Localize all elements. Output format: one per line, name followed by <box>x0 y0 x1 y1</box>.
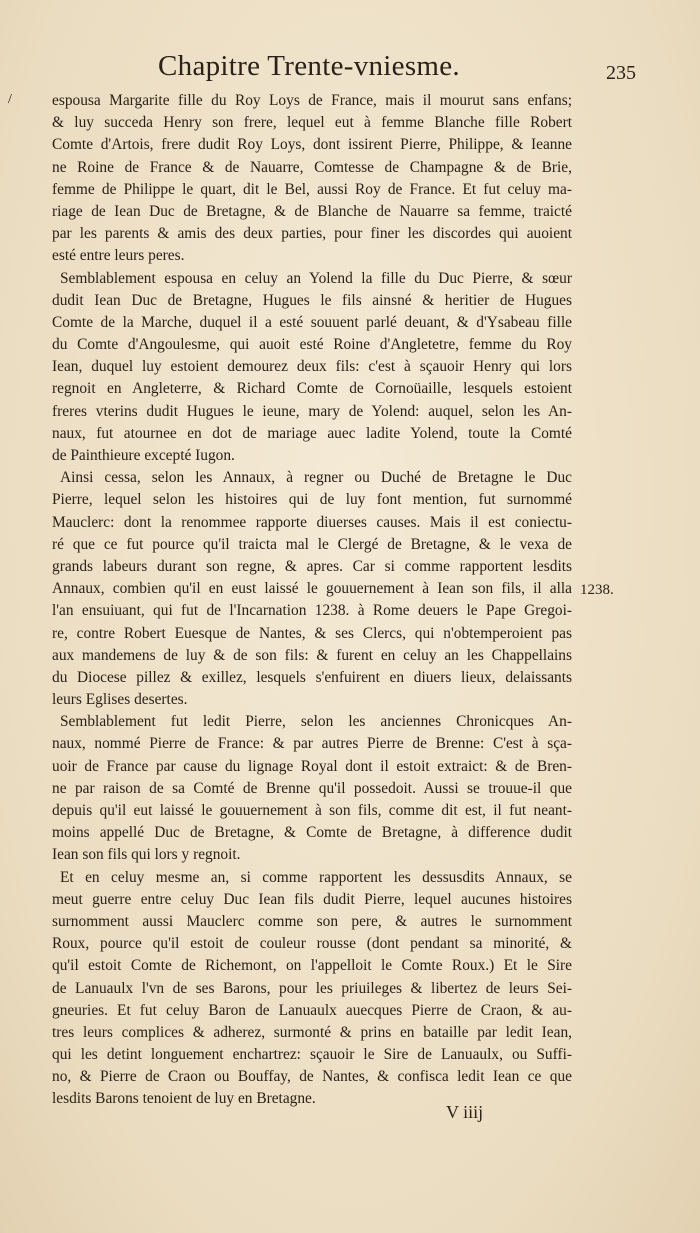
text-line: moins appellé Duc de Bretagne, & Comte de Bretagne, à difference dudit <box>52 824 572 842</box>
text-line: Pierre, lequel selon les histoires qui de luy font mention, fut surnommé <box>52 491 572 509</box>
text-line: riage de Iean Duc de Bretagne, & de Blanche de Nauarre sa femme, traicté <box>52 202 572 220</box>
text-line: uoir de France par cause du lignage Royal dont il estoit extraict: & de Bren- <box>52 757 572 775</box>
text-line: par les parents & amis des deux parties, pour finer les discordes qui auoient <box>52 225 572 243</box>
text-line: naux, fut atournee en dot de mariage auec ladite Yolend, toute la Comté <box>52 424 572 442</box>
text-line: de Painthieure excepté Iugon. <box>52 447 235 464</box>
text-line: meut guerre entre celuy Duc Iean fils dudit Pierre, lequel aucunes histoires <box>52 890 572 908</box>
text-line: Comte de la Marche, duquel il a esté souuent parlé deuant, & d'Ysabeau fille <box>52 313 572 331</box>
text-line: Annaux, combien qu'il en eust laissé le gouuernement à Iean son fils, il alla <box>52 580 572 598</box>
text-line: espousa Margarite fille du Roy Loys de France, mais il mourut sans enfans; <box>52 92 572 109</box>
text-line: grands labeurs durant son regne, & apres. Car si comme rapportent lesdits <box>52 557 572 575</box>
text-line: Roux, pource qu'il estoit de couleur rousse (dont pendant sa minorité, & <box>52 935 572 953</box>
page-number: 235 <box>606 62 636 84</box>
text-line: Iean, duquel luy estoient demourez deux fils: c'est à sçauoir Henry qui lors <box>52 358 572 376</box>
text-line: Mauclerc: dont la renommee rapporte diuerses causes. Mais il est coniectu- <box>52 513 572 531</box>
margin-date-note: 1238. <box>580 582 614 598</box>
text-line: naux, nommé Pierre de France: & par autres Pierre de Brenne: C'est à sça- <box>52 735 572 753</box>
text-line: qu'il estoit Comte de Richemont, on l'appelloit le Comte Roux.) Et le Sire <box>52 957 572 975</box>
text-line: leurs Eglises desertes. <box>52 691 188 709</box>
text-line: & luy succeda Henry son frere, lequel eut à femme Blanche fille Robert <box>52 114 572 132</box>
signature-mark: V iiij <box>446 1102 484 1122</box>
text-line: du Diocese pillez & exillez, lesquels s'enfuirent en diuers lieux, delaissants <box>52 668 572 686</box>
chapter-title: Chapitre Trente-vniesme. <box>158 50 460 82</box>
text-line: tres leurs complices & adherez, surmonté & prins en bataille par ledit Iean, <box>52 1023 572 1041</box>
text-line: gneuries. Et fut celuy Baron de Lanuaulx auecques Pierre de Craon, & au- <box>52 1001 572 1019</box>
text-line: regnoit en Angleterre, & Richard Comte de Cornoüaille, lesquels estoient <box>52 380 572 398</box>
text-line: lesdits Barons tenoient de luy en Bretagne. <box>52 1090 316 1108</box>
text-line: depuis qu'il eut laissé le gouuernement à son fils, comme dit est, il fut neant- <box>52 802 572 819</box>
text-line: aux mandemens de luy & de son fils: & furent en celuy an les Chappellains <box>52 646 572 664</box>
text-line: esté entre leurs peres. <box>52 247 185 265</box>
paragraph-start-line: Et en celuy mesme an, si comme rapportent les dessusdits Annaux, se <box>60 868 572 886</box>
text-line: ne par raison de sa Comté de Brenne qu'il possedoit. Aussi se trouue-il que <box>52 779 572 797</box>
paragraph-start-line: Ainsi cessa, selon les Annaux, à regner ou Duché de Bretagne le Duc <box>60 469 572 487</box>
text-line: ré que ce fut pource qu'il traicta mal le Clergé de Bretagne, & le vexa de <box>52 535 572 553</box>
text-line: no, & Pierre de Craon ou Bouffay, de Nantes, & confisca ledit Iean ce que <box>52 1068 572 1086</box>
text-line: surnomment aussi Mauclerc comme son pere, & autres le surnomment <box>52 912 572 930</box>
text-line: de Lanuaulx l'vn de ses Barons, pour les priuileges & libertez de leurs Sei- <box>52 979 572 997</box>
paragraph-start-line: Semblablement fut ledit Pierre, selon les anciennes Chronicques An- <box>60 713 572 731</box>
text-line: ne Roine de France & de Nauarre, Comtesse de Champagne & de Brie, <box>52 158 572 176</box>
text-line: freres vterins dudit Hugues le ieune, mary de Yolend: auquel, selon les An- <box>52 402 572 420</box>
text-line: femme de Philippe le quart, dit le Bel, aussi Roy de France. Et fut celuy ma- <box>52 180 572 198</box>
text-line: du Comte d'Angoulesme, qui auoit esté Roine d'Angletetre, femme du Roy <box>52 336 572 354</box>
text-line: dudit Iean Duc de Bretagne, Hugues le fils ainsné & heritier de Hugues <box>52 291 572 309</box>
text-line: l'an ensuiuant, qui fut de l'Incarnation 1238. à Rome deuers le Pape Gregoi- <box>52 602 572 620</box>
margin-mark: / <box>8 92 12 107</box>
paragraph-start-line: Semblablement espousa en celuy an Yolend la fille du Duc Pierre, & sœur <box>60 269 572 287</box>
text-line: qui les detint longuement enchartrez: sçauoir le Sire de Lanuaulx, ou Suffi- <box>52 1046 572 1064</box>
text-line: re, contre Robert Euesque de Nantes, & ses Clercs, qui n'obtemperoient pas <box>52 624 572 642</box>
text-line: Iean son fils qui lors y regnoit. <box>52 846 241 864</box>
text-line: Comte d'Artois, frere dudit Roy Loys, dont issirent Pierre, Philippe, & Ieanne <box>52 136 572 154</box>
body-text <box>52 90 572 1111</box>
